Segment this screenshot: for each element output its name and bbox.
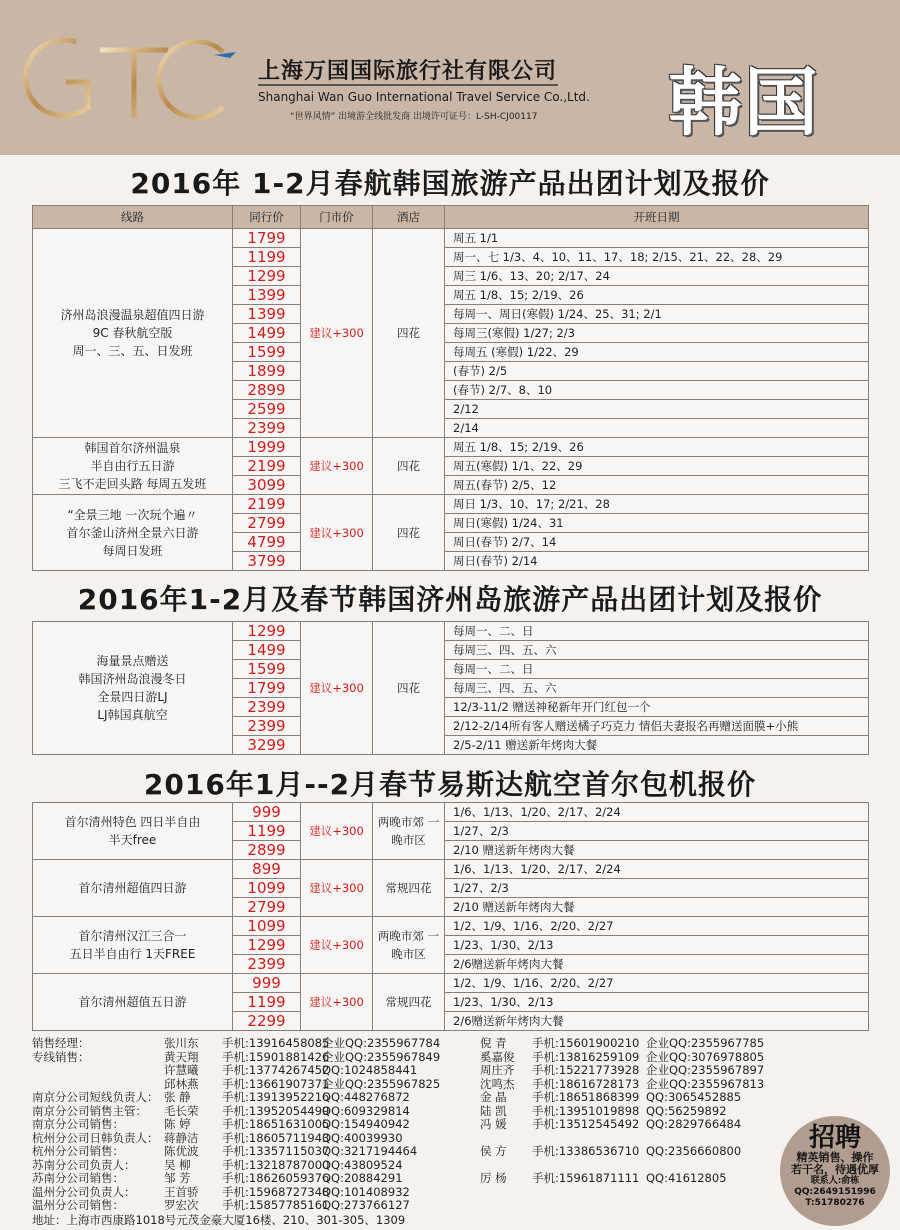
route-line: 首尔清州超值四日游: [78, 881, 187, 895]
contact-qq: QQ:2829766484: [646, 1117, 742, 1131]
contact-qq: QQ:448276872: [322, 1090, 410, 1104]
contact-name: 黄天翔: [164, 1049, 199, 1064]
section1-title: 2016年 1-2月春航韩国旅游产品出团计划及报价: [130, 167, 770, 200]
departure-dates: 每周一、二、日: [445, 660, 869, 679]
departure-dates: 2/10 赠送新年烤肉大餐: [445, 898, 869, 917]
market-price: 建议+300: [301, 622, 373, 755]
contact-qq: 企业QQ:3076978805: [646, 1049, 765, 1064]
departure-dates: 周日(春节) 2/7、14: [445, 533, 869, 552]
contact-role: 苏南分公司负责人：: [32, 1157, 136, 1172]
route-line: 首尔清州汉江三合一: [78, 929, 187, 943]
license-text: “世界风情” 出境游全线批发商 出境许可证号：L-SH-CJ00117: [290, 112, 538, 122]
route-cell: [33, 495, 233, 571]
contact-phone: 手机:13512545492: [532, 1117, 640, 1131]
contact-row: [32, 1185, 492, 1199]
contact-name: 陈优波: [164, 1144, 199, 1158]
peer-price: 1199: [233, 993, 301, 1012]
contact-phone: 手机:15968727348: [222, 1184, 330, 1199]
route-line: 全景四日游LJ: [97, 690, 168, 704]
contact-name: 许慧曦: [164, 1063, 199, 1077]
departure-dates: 2/6赠送新年烤肉大餐: [445, 1012, 869, 1031]
departure-dates: 周五 1/8、15; 2/19、26: [445, 286, 869, 305]
peer-price: 2399: [233, 955, 301, 974]
peer-price: 2799: [233, 898, 301, 917]
departure-dates: 每周五 (寒假) 1/22、29: [445, 343, 869, 362]
hotel-cell: 四花: [373, 622, 445, 755]
peer-price: 3799: [233, 552, 301, 571]
route-cell: [33, 860, 233, 917]
contact-role: 杭州分公司日韩负责人：: [32, 1130, 159, 1145]
contact-phone: 手机:18651631005: [222, 1117, 330, 1131]
recruit-tel: T:51780276: [805, 1198, 865, 1208]
contact-role: 南京分公司销售主管：: [32, 1103, 147, 1118]
contact-phone: 手机:15961871111: [532, 1171, 640, 1185]
contact-qq: 企业QQ:2355967813: [646, 1076, 765, 1091]
route-line: 首尔釜山济州全景六日游: [66, 525, 199, 540]
peer-price: 1899: [233, 362, 301, 381]
contact-qq: QQ:43809524: [322, 1157, 403, 1172]
contact-qq: 企业QQ:2355967897: [646, 1063, 765, 1077]
peer-price: 1599: [233, 660, 301, 679]
market-price: 建议+300: [301, 438, 373, 495]
header-divider: [258, 84, 558, 86]
table-header-row: [33, 206, 869, 229]
route-line: 海量景点赠送: [96, 654, 169, 668]
contact-row: [32, 1158, 492, 1172]
contact-role: 温州分公司负责人：: [32, 1184, 136, 1199]
departure-dates: (春节) 2/7、8、10: [445, 381, 869, 400]
contact-row: [32, 1050, 832, 1064]
departure-dates: 2/12: [445, 400, 869, 419]
contact-phone: 手机:13913952216: [222, 1090, 330, 1104]
contact-name: 邹 芳: [164, 1171, 191, 1185]
hotel-cell: 两晚市郊 一晚市区: [373, 917, 445, 974]
departure-dates: 1/6、1/13、1/20、2/17、2/24: [445, 803, 869, 822]
contact-row: [32, 1036, 832, 1050]
market-price: 建议+300: [301, 229, 373, 438]
contact-qq: 企业QQ:2355967785: [646, 1036, 765, 1050]
hotel-cell: 四花: [373, 229, 445, 438]
departure-dates: 2/14: [445, 419, 869, 438]
table-row: [33, 917, 869, 936]
departure-dates: 1/27、2/3: [445, 879, 869, 898]
market-price: 建议+300: [301, 974, 373, 1031]
peer-price: 2899: [233, 381, 301, 400]
col-dates: 开班日期: [445, 206, 869, 229]
peer-price: 1299: [233, 267, 301, 286]
table-row: [33, 860, 869, 879]
recruit-line1: 精英销售、操作: [796, 1151, 874, 1164]
contact-qq: QQ:3217194464: [322, 1144, 418, 1158]
departure-dates: 12/3-11/2 赠送神秘新年开门红包一个: [445, 698, 869, 717]
contact-name: 侯 方: [480, 1144, 507, 1158]
market-price: 建议+300: [301, 860, 373, 917]
recruit-title: 招聘: [808, 1123, 861, 1153]
contact-name: 冯 媛: [480, 1117, 507, 1131]
recruit-line2: 若干名，待遇优厚: [791, 1163, 879, 1176]
peer-price: 1799: [233, 229, 301, 248]
recruit-badge: [780, 1116, 890, 1226]
route-cell: [33, 622, 233, 755]
hotel-cell: 两晚市郊 一晚市区: [373, 803, 445, 860]
recruit-qq: QQ:2649151996: [794, 1187, 876, 1197]
contact-name: 张 静: [164, 1090, 191, 1104]
contact-name: 周庄齐: [480, 1063, 515, 1077]
contact-name: 王首骄: [164, 1184, 199, 1199]
contact-name: 蒋静洁: [164, 1130, 199, 1145]
peer-price: 1099: [233, 879, 301, 898]
route-line: 半自由行五日游: [90, 459, 175, 473]
contact-phone: 手机:13816259109: [532, 1049, 640, 1064]
contact-qq: QQ:56259892: [646, 1103, 727, 1118]
contact-qq: QQ:101408932: [322, 1184, 410, 1199]
peer-price: 1799: [233, 679, 301, 698]
contact-phone: 手机:13218787000: [222, 1157, 330, 1172]
company-address: 地址：上海市西康路1018号元茂金豪大厦16楼、210、301-305、1309: [32, 1213, 406, 1227]
contact-name: 张川东: [164, 1036, 199, 1050]
route-cell: [33, 438, 233, 495]
contact-qq: 企业QQ:2355967784: [322, 1036, 441, 1050]
departure-dates: 2/12-2/14所有客人赠送橘子巧克力 情侣夫妻报名再赠送面膜+小熊: [445, 717, 869, 736]
peer-price: 2799: [233, 514, 301, 533]
peer-price: 1399: [233, 286, 301, 305]
market-price: 建议+300: [301, 495, 373, 571]
peer-price: 999: [233, 803, 301, 822]
contact-name: 金 晶: [480, 1090, 507, 1104]
peer-price: 2599: [233, 400, 301, 419]
company-name-en: Shanghai Wan Guo International Travel Service Co.,Ltd.: [258, 90, 590, 104]
contact-phone: 手机:18605711943: [222, 1130, 330, 1145]
peer-price: 2399: [233, 717, 301, 736]
table-row: [33, 974, 869, 993]
contact-name: 罗宏次: [164, 1198, 199, 1212]
route-line: 9C 春秋航空版: [92, 326, 173, 340]
contact-phone: 手机:13951019898: [532, 1103, 640, 1118]
route-line: 济州岛浪漫温泉超值四日游: [60, 308, 205, 322]
hotel-cell: 四花: [373, 495, 445, 571]
contact-name: 沈鸣杰: [480, 1076, 515, 1091]
route-line: 每周日发班: [102, 543, 163, 558]
contact-row: [32, 1198, 492, 1212]
company-name-cn: 上海万国国际旅行社有限公司: [258, 59, 558, 84]
company-logo: [18, 22, 238, 132]
peer-price: 1399: [233, 305, 301, 324]
peer-price: 1499: [233, 641, 301, 660]
route-cell: [33, 974, 233, 1031]
table-row: [33, 438, 869, 457]
departure-dates: 1/6、1/13、1/20、2/17、2/24: [445, 860, 869, 879]
departure-dates: 1/2、1/9、1/16、2/20、2/27: [445, 974, 869, 993]
price-table-2: [32, 621, 869, 755]
contact-row: [32, 1117, 832, 1131]
contact-phone: 手机:13916458085: [222, 1036, 330, 1050]
peer-price: 999: [233, 974, 301, 993]
contact-qq: QQ:20884291: [322, 1171, 403, 1185]
departure-dates: 周日(寒假) 1/24、31: [445, 514, 869, 533]
contact-role: 南京分公司短线负责人：: [32, 1090, 159, 1104]
table-row: [33, 229, 869, 248]
contact-row: [32, 1090, 832, 1104]
departure-dates: 1/2、1/9、1/16、2/20、2/27: [445, 917, 869, 936]
contact-name: 奚嘉俊: [480, 1049, 515, 1064]
contact-qq: QQ:273766127: [322, 1198, 410, 1212]
departure-dates: 周五 1/8、15; 2/19、26: [445, 438, 869, 457]
contact-name: 厉 杨: [480, 1171, 507, 1185]
contact-row: [32, 1063, 832, 1077]
departure-dates: (春节) 2/5: [445, 362, 869, 381]
contact-phone: 手机:15221773928: [532, 1063, 640, 1077]
contact-phone: 手机:18626059376: [222, 1171, 330, 1185]
peer-price: 1099: [233, 917, 301, 936]
contact-role: 专线销售：: [32, 1049, 90, 1064]
peer-price: 1499: [233, 324, 301, 343]
peer-price: 1599: [233, 343, 301, 362]
contact-qq: QQ:41612805: [646, 1171, 727, 1185]
departure-dates: 周一、七 1/3、4、10、11、17、18; 2/15、21、22、28、29: [445, 248, 869, 267]
peer-price: 1299: [233, 936, 301, 955]
contact-role: 温州分公司销售：: [32, 1198, 124, 1212]
departure-dates: 每周三、四、五、六: [445, 641, 869, 660]
col-hotel: 酒店: [373, 206, 445, 229]
departure-dates: 周五(寒假) 1/1、22、29: [445, 457, 869, 476]
price-table-3: [32, 802, 869, 1031]
departure-dates: 周日(春节) 2/14: [445, 552, 869, 571]
peer-price: 4799: [233, 533, 301, 552]
peer-price: 3099: [233, 476, 301, 495]
contact-phone: 手机:15901881426: [222, 1049, 330, 1064]
contact-phone: 手机:18651868399: [532, 1090, 640, 1104]
route-line: 周一、三、五、日发班: [72, 344, 193, 358]
contact-phone: 手机:13774267452: [222, 1063, 330, 1077]
departure-dates: 每周一、二、日: [445, 622, 869, 641]
section3-title: 2016年1月--2月春节易斯达航空首尔包机报价: [143, 768, 757, 801]
departure-dates: 周三 1/6、13、20; 2/17、24: [445, 267, 869, 286]
peer-price: 2399: [233, 698, 301, 717]
departure-dates: 2/6赠送新年烤肉大餐: [445, 955, 869, 974]
contact-row: [32, 1171, 832, 1185]
recruit-contact: 联系人:俞栋: [810, 1176, 860, 1186]
table-row: [33, 803, 869, 822]
country-title: 韩国: [668, 60, 820, 146]
hotel-cell: 四花: [373, 438, 445, 495]
table-row: [33, 495, 869, 514]
departure-dates: 1/23、1/30、2/13: [445, 936, 869, 955]
contact-qq: QQ:609329814: [322, 1103, 410, 1118]
market-price: 建议+300: [301, 803, 373, 860]
contact-phone: 手机:13952054499: [222, 1103, 330, 1118]
peer-price: 3299: [233, 736, 301, 755]
contact-phone: 手机:13386536710: [532, 1144, 640, 1158]
contact-name: 毛长荣: [164, 1103, 199, 1118]
contact-role: 杭州分公司销售：: [32, 1144, 124, 1158]
route-line: 半天free: [108, 833, 157, 847]
departure-dates: 周五(春节) 2/5、12: [445, 476, 869, 495]
route-cell: [33, 229, 233, 438]
peer-price: 1999: [233, 438, 301, 457]
contact-row: [32, 1131, 492, 1145]
route-line: 韩国首尔济州温泉: [84, 441, 181, 455]
contact-role: 南京分公司销售：: [32, 1117, 124, 1131]
contact-role: 苏南分公司销售：: [32, 1171, 124, 1185]
contact-phone: 手机:15601900210: [532, 1036, 640, 1050]
departure-dates: 2/10 赠送新年烤肉大餐: [445, 841, 869, 860]
contact-phone: 手机:13357115037: [222, 1144, 330, 1158]
section2-title: 2016年1-2月及春节韩国济州岛旅游产品出团计划及报价: [77, 583, 823, 616]
route-cell: [33, 803, 233, 860]
departure-dates: 1/23、1/30、2/13: [445, 993, 869, 1012]
peer-price: 1299: [233, 622, 301, 641]
contact-phone: 手机:18616728173: [532, 1076, 640, 1091]
hotel-cell: 常规四花: [373, 860, 445, 917]
route-cell: [33, 917, 233, 974]
peer-price: 1199: [233, 248, 301, 267]
departure-dates: 每周三(寒假) 1/27; 2/3: [445, 324, 869, 343]
col-route: 线路: [33, 206, 233, 229]
departure-dates: 2/5-2/11 赠送新年烤肉大餐: [445, 736, 869, 755]
contact-qq: 企业QQ:2355967825: [322, 1076, 441, 1091]
peer-price: 2299: [233, 1012, 301, 1031]
contact-qq: QQ:154940942: [322, 1117, 410, 1131]
route-line: 韩国济州岛浪漫冬日: [78, 672, 187, 686]
hotel-cell: 常规四花: [373, 974, 445, 1031]
contact-row: [32, 1104, 832, 1118]
price-table-1: [32, 205, 869, 571]
contact-qq: QQ:3065452885: [646, 1090, 742, 1104]
peer-price: 2199: [233, 457, 301, 476]
peer-price: 899: [233, 860, 301, 879]
peer-price: 1199: [233, 822, 301, 841]
contact-row: [32, 1077, 832, 1091]
contact-name: 陈 婷: [164, 1117, 191, 1131]
contact-qq: QQ:1024858441: [322, 1063, 418, 1077]
peer-price: 2899: [233, 841, 301, 860]
contact-qq: QQ:2356660800: [646, 1144, 742, 1158]
departure-dates: 每周三、四、五、六: [445, 679, 869, 698]
contact-qq: 企业QQ:2355967849: [322, 1049, 441, 1064]
route-line: 五日半自由行 1天FREE: [69, 947, 196, 961]
table-row: [33, 622, 869, 641]
contact-name: 倪 青: [480, 1036, 507, 1050]
route-line: 首尔清州特色 四日半自由: [64, 815, 201, 829]
peer-price: 2399: [233, 419, 301, 438]
market-price: 建议+300: [301, 917, 373, 974]
route-line: “全景三地 一次玩个遍〃: [67, 507, 198, 522]
contact-name: 邱林燕: [164, 1076, 199, 1091]
col-market-price: 门市价: [301, 206, 373, 229]
contact-phone: 手机:13661907371: [222, 1076, 330, 1091]
contact-qq: QQ:40039930: [322, 1130, 403, 1145]
contact-row: [32, 1144, 832, 1158]
col-price: 同行价: [233, 206, 301, 229]
route-line: 三飞不走回头路 每周五发班: [58, 477, 207, 491]
header-banner: [0, 0, 900, 155]
departure-dates: 周五 1/1: [445, 229, 869, 248]
route-line: 首尔清州超值五日游: [78, 995, 187, 1009]
departure-dates: 周日 1/3、10、17; 2/21、28: [445, 495, 869, 514]
contact-name: 陆 凯: [480, 1103, 507, 1118]
peer-price: 2199: [233, 495, 301, 514]
contacts-footer: [32, 1036, 868, 1226]
route-line: LJ韩国真航空: [97, 708, 168, 722]
contact-role: 销售经理：: [32, 1036, 90, 1050]
departure-dates: 每周一、周日(寒假) 1/24、25、31; 2/1: [445, 305, 869, 324]
departure-dates: 1/27、2/3: [445, 822, 869, 841]
contact-phone: 手机:15857785161: [222, 1198, 330, 1212]
contact-name: 吴 柳: [164, 1157, 191, 1172]
